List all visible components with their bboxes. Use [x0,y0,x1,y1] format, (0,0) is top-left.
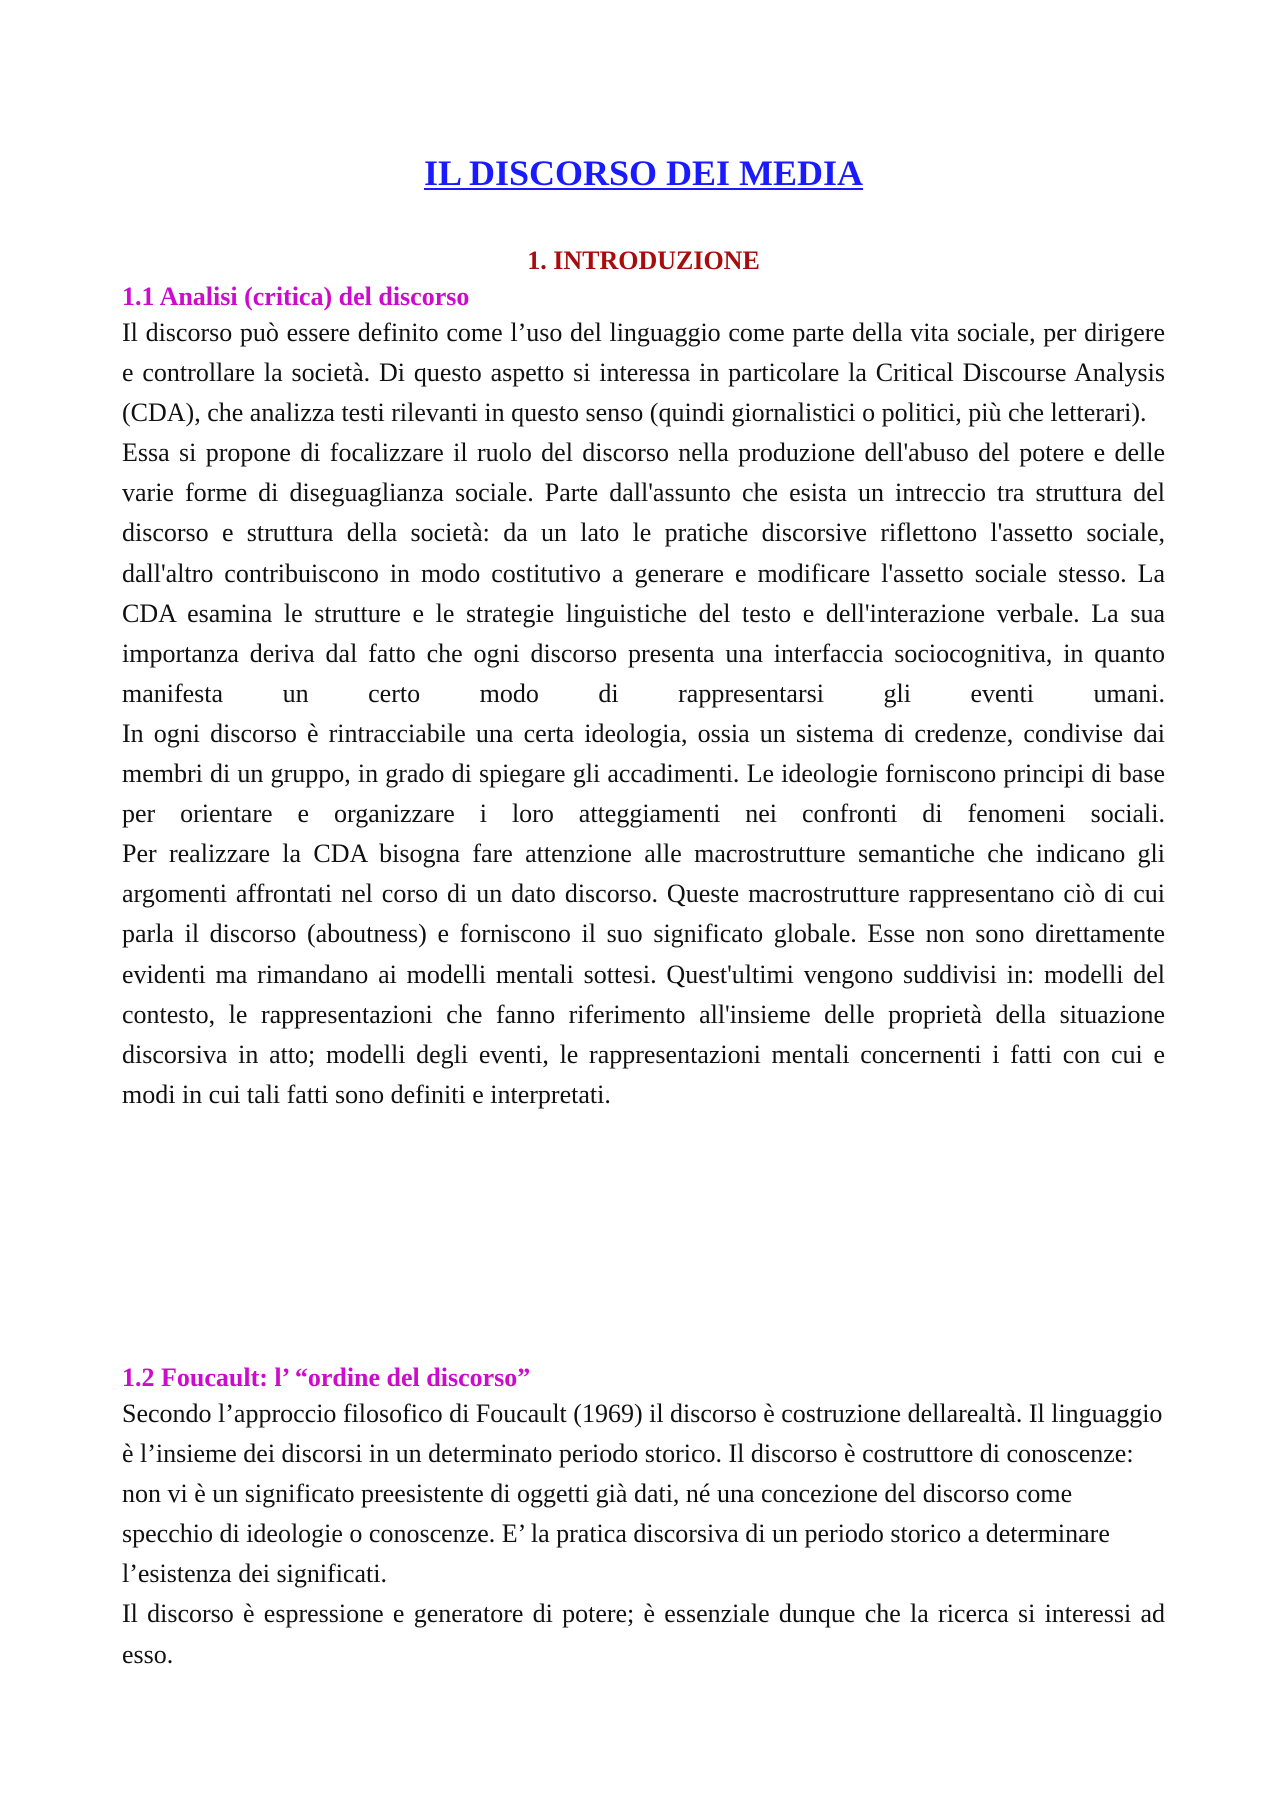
paragraph: Il discorso è espressione e generatore di potere; è essenziale dunque che la ricerca si interessi ad esso. [122,1599,1165,1669]
document-title: IL DISCORSO DEI MEDIA [423,153,864,193]
section-heading-introduzione: 1. INTRODUZIONE [527,246,760,275]
paragraph: Per realizzare la CDA bisogna fare attenzione alle macrostrutture semantiche che indicano gli argomenti affrontati nel corso di un dato discorso. Queste macrostrutture rappresentano ciò di cui parla il discorso (aboutness) e forniscono il suo significato globale. Esse non sono direttamente evidenti ma rimandano ai modelli mentali sottesi. Quest'ultimi vengono suddivisi in: modelli del contesto, le rappresentazioni che fanno riferimento all'insieme delle proprietà della situazione discorsiva in atto; modelli degli eventi, le rappresentazioni mentali concernenti i fatti con cui e modi in cui tali fatti sono definiti e interpretati. [122,839,1165,1109]
paragraph: Il discorso può essere definito come l’uso del linguaggio come parte della vita sociale, per dirigere e controllare la società. Di questo aspetto si interessa in particolare la Critical Discourse Analysis (CDA), che analizza testi rilevanti in questo senso (quindi giornalistici o politici, più che letterari). [122,318,1165,428]
subsection-body-foucault [122,1394,1165,1675]
paragraph: Essa si propone di focalizzare il ruolo del discorso nella produzione dell'abuso del potere e delle varie forme di diseguaglianza sociale. Parte dall'assunto che esista un intreccio tra struttura del discorso e struttura della società: da un lato le pratiche discorsive riflettono l'assetto sociale, dall'altro contribuiscono in modo costitutivo a generare e modificare l'assetto sociale stesso. La CDA esamina le strutture e le strategie linguistiche del testo e dell'interazione verbale. La sua importanza deriva dal fatto che ogni discorso presenta una interfaccia sociocognitiva, in quanto manifesta un certo modo di rappresentarsi gli eventi umani. [122,438,1165,708]
subsection-body-analisi-critica [122,313,1165,1115]
subsection-heading-foucault: 1.2 Foucault: l’ “ordine del discorso” [122,1363,531,1392]
paragraph: Secondo l’approccio filosofico di Foucault (1969) il discorso è costruzione dellarealtà. Il linguaggio è l’insieme dei discorsi in un determinato periodo storico. Il discorso è costruttore di conoscenze: non vi è un significato preesistente di oggetti già dati, né una concezione del discorso come specchio di ideologie o conoscenze. E’ la pratica discorsiva di un periodo storico a determinare l’esistenza dei significati. [122,1399,1163,1589]
subsection-heading-analisi-critica: 1.1 Analisi (critica) del discorso [122,282,470,311]
paragraph: In ogni discorso è rintracciabile una certa ideologia, ossia un sistema di credenze, condivise dai membri di un gruppo, in grado di spiegare gli accadimenti. Le ideologie forniscono principi di base per orientare e organizzare i loro atteggiamenti nei confronti di fenomeni sociali. [122,718,1165,829]
